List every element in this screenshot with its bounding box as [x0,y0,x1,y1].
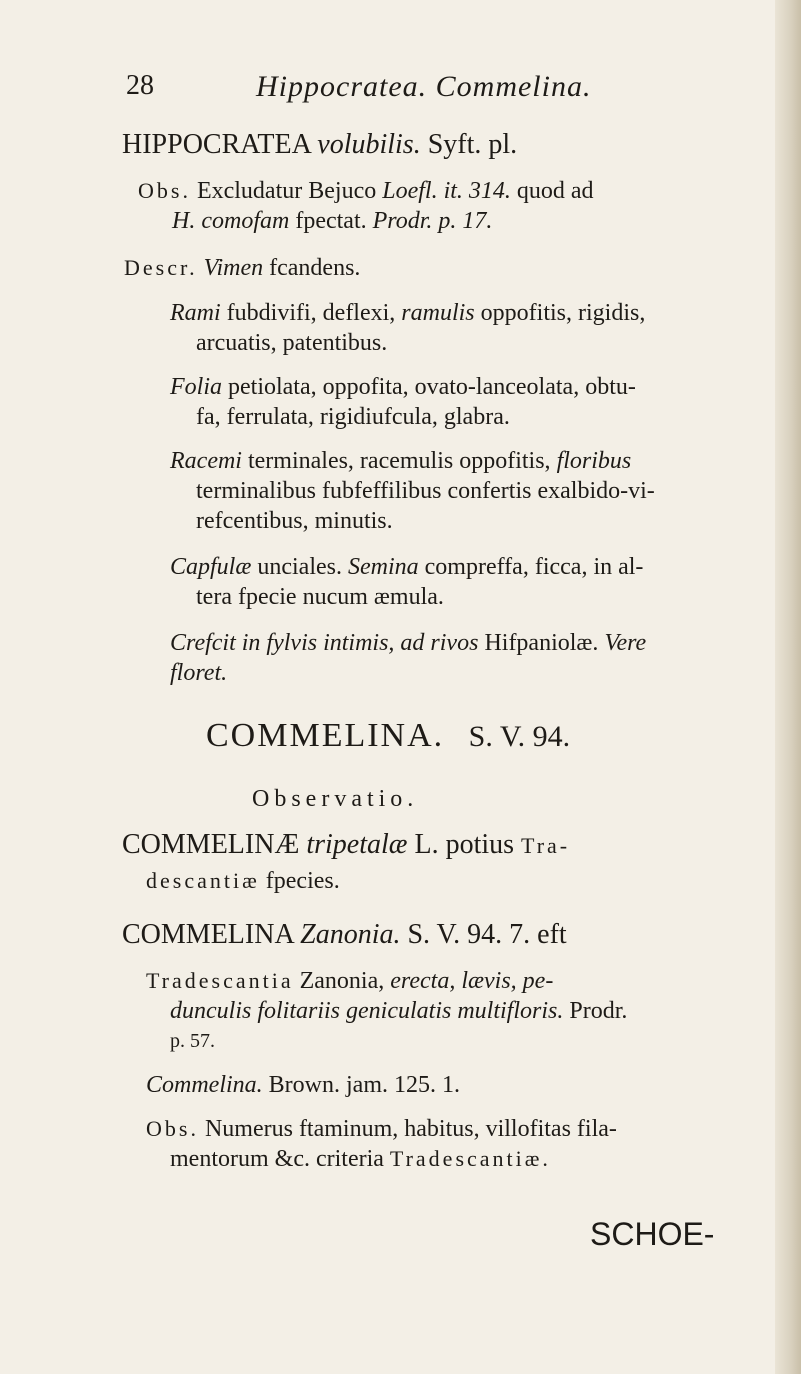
folia-line-2: fa, ferrulata, rigidiufcula, glabra. [196,404,510,430]
hippocratea-title [122,130,517,160]
term: ramulis [401,300,475,326]
obs-label: Obs. [138,178,191,203]
text: fcandens. [269,255,361,281]
racemi-line-2: terminalibus fubfeffilibus confertis exalbido-vi- [196,478,655,504]
text: fubdivifi, deflexi, [226,300,396,326]
obs1-line-1 [122,830,570,861]
descr-label: Descr. [124,255,198,280]
catchword: SCHOE- [590,1216,715,1252]
text: mentorum &c. criteria [170,1146,384,1172]
text: quod ad [516,178,594,204]
text: Zanonia, [299,968,385,994]
genus-smallcaps: Tradescantia [146,968,294,993]
running-title: Hippocratea. Commelina. [256,70,592,103]
section-title: COMMELINA. [206,717,445,754]
text: terminales, racemulis oppofitis, [247,448,551,474]
observatio-heading: Observatio. [252,786,419,812]
species-epithet: Zanonia. [300,919,401,950]
term: Capfulæ [170,554,252,580]
term: Rami [170,300,221,326]
text: oppofitis, rigidis, [480,300,646,326]
racemi-line-1 [170,446,631,476]
term: Crefcit in fylvis intimis, ad rivos [170,630,479,656]
text: compreffa, ficca, in al- [424,554,644,580]
reference: Syft. pl. [427,129,518,160]
term: floret. [170,660,228,686]
term: floribus [556,448,632,474]
section-heading [206,716,570,757]
diagnosis: erecta, lævis, pe- [390,968,554,994]
genus-smallcaps: descantiæ [146,868,260,893]
reference: Brown. jam. 125. 1. [268,1072,460,1098]
running-head [0,70,775,110]
reference: H. comofam [172,208,290,234]
rami-line-1 [170,298,645,328]
text: fpectat. [295,208,367,234]
genus-name: COMMELINÆ [122,829,300,860]
folia-line-1 [170,372,636,402]
crescit-line-1 [170,628,646,658]
reference: Loefl. it. 314. [382,178,511,204]
text: unciales. [257,554,342,580]
capsulae-line-2: tera fpecie nucum æmula. [196,584,444,610]
term: Racemi [170,448,242,474]
page-edge [775,0,801,1374]
text: L. potius [414,829,515,860]
obs-line-1 [138,176,594,206]
obs-label: Obs. [146,1116,199,1141]
text: fpecies. [265,868,340,894]
tradescantia-line-2 [170,996,627,1026]
capsulae-line-1 [170,552,643,582]
species-epithet: volubilis. [317,129,421,160]
term: Vere [604,630,647,656]
obs2-line-1 [146,1114,617,1144]
brown-line [146,1070,460,1100]
obs-line-2 [172,206,492,236]
tradescantia-line-1 [146,966,553,996]
racemi-line-3: refcentibus, minutis. [196,508,393,534]
term: Semina [348,554,419,580]
diagnosis: dunculis folitariis geniculatis multifloris. [170,998,564,1024]
text: Hifpaniolæ. [484,630,599,656]
zanonia-line [122,920,567,950]
reference: Prodr. p. 17. [372,208,493,234]
obs2-line-2 [170,1144,551,1174]
genus-italic: Commelina. [146,1072,263,1098]
term: Folia [170,374,222,400]
species-epithet: tripetalæ [306,829,408,860]
crescit-line-2 [170,658,227,688]
term: Vimen [203,255,264,281]
genus-name: HIPPOCRATEA [122,129,311,160]
text: petiolata, oppofita, ovato-lanceolata, obtu- [228,374,636,400]
reference: S. V. 94. 7. eft [407,919,567,950]
text: Numerus ftaminum, habitus, villofitas fila- [204,1116,617,1142]
genus-smallcaps: Tra- [521,833,571,858]
descr-line [124,253,360,283]
genus-smallcaps: Tradescantiæ. [389,1146,551,1171]
reference: Prodr. [569,998,628,1024]
genus-name: COMMELINA [122,919,294,950]
text: Excludatur Bejuco [196,178,377,204]
page-number: 28 [126,70,154,101]
tradescantia-line-3: p. 57. [170,1030,215,1052]
rami-line-2: arcuatis, patentibus. [196,330,388,356]
section-reference: S. V. 94. [468,720,571,753]
obs1-line-2 [146,866,340,896]
